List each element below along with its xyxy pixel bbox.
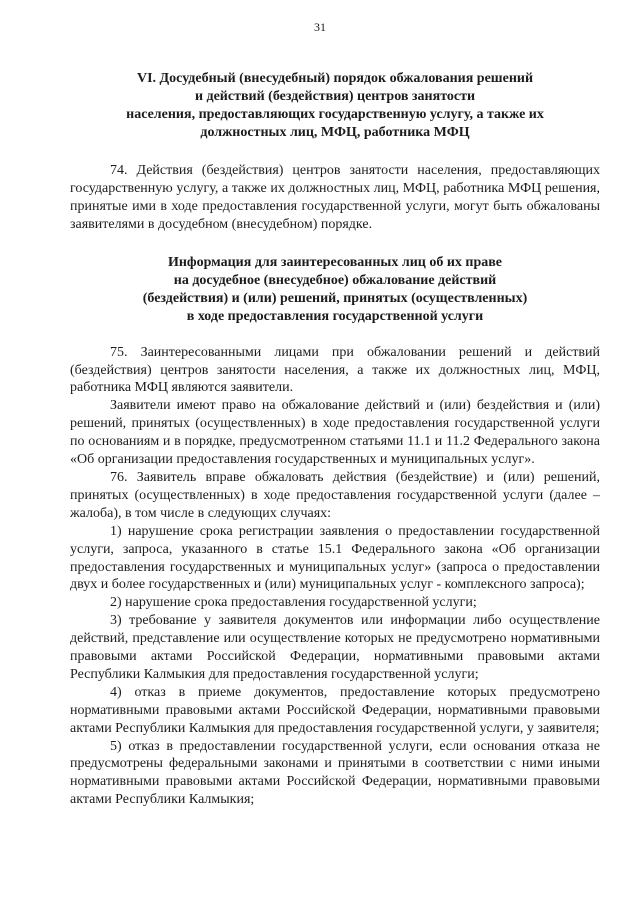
list-item: 2) нарушение срока предоставления государственной услуги;	[110, 595, 477, 611]
info-heading-line: на досудебное (внесудебное) обжалование действий	[173, 272, 497, 288]
section-heading-line: населения, предоставляющих государственную услугу, а также их	[126, 107, 544, 122]
list-item: 5) отказ в предоставлении государственной услуги, если основания отказа не предусмотрены федеральными законами и принятыми в соответствии с ними иными нормативными правовыми актами Российской Федерации, нормативными правовыми актами Республики Калмыкия;	[70, 738, 600, 808]
list-item: 1) нарушение срока регистрации заявления о предоставлении государственной услуги, запроса, указанного в статье 15.1 Федерального закона «Об организации предоставления государственных и муниципальных услуг» (запроса о предоставлении двух и более государственных и (или) муниципальных услуг - комплексного запроса);	[70, 523, 600, 593]
page-number: 31	[314, 20, 326, 34]
info-heading-line: Информация для заинтересованных лиц об их праве	[167, 254, 503, 270]
paragraph-74: 74. Действия (бездействия) центров занятости населения, предоставляющих государственную услугу, а также их должностных лиц, МФЦ, работника МФЦ решения, принятые ими в ходе предоставления государственной услуги, могут быть обжалованы заявителями в досудебном (внесудебном) порядке.	[70, 163, 600, 232]
info-heading-line: в ходе предоставления государственной услуги	[186, 308, 484, 324]
paragraph-75-rights: Заявители имеют право на обжалование действий и (или) бездействия и (или) решений, принятых (осуществленных) в ходе предоставления государственной услуги по основаниям и в порядке, предусмотренном статьями 11.1 и 11.2 Федерального закона «Об организации предоставления государственных и муниципальных услуг».	[70, 398, 600, 468]
section-heading	[70, 70, 600, 142]
paragraph-75: 75. Заинтересованными лицами при обжаловании решений и действий (бездействия) центров занятости населения, а также их должностных лиц, МФЦ, работника МФЦ являются заявители.	[70, 344, 600, 396]
document-body	[70, 70, 600, 809]
info-heading-line: (бездействия) и (или) решений, принятых (осуществленных)	[142, 290, 528, 306]
section-heading-line: и действий (бездействия) центров занятости	[194, 89, 476, 104]
paragraph-76: 76. Заявитель вправе обжаловать действия (бездействие) и (или) решений, принятых (осуществленных) в ходе предоставления государственной услуги (далее – жалоба), в том числе в следующих случаях:	[70, 469, 600, 521]
list-item: 3) требование у заявителя документов или информации либо осуществление действий, представление или осуществление которых не предусмотрено нормативными правовыми актами Российской Федерации, нормативными правовыми актами Республики Калмыкия для предоставления государственной услуги;	[70, 613, 600, 682]
section-heading-line: VI. Досудебный (внесудебный) порядок обжалования решений	[136, 71, 534, 86]
list-item: 4) отказ в приеме документов, предоставление которых предусмотрено нормативными правовыми актами Российской Федерации, нормативными правовыми актами Республики Калмыкия для предоставления государственной услуги, у заявителя;	[70, 684, 600, 736]
info-heading	[70, 254, 600, 326]
section-heading-line: должностных лиц, МФЦ, работника МФЦ	[200, 125, 470, 140]
